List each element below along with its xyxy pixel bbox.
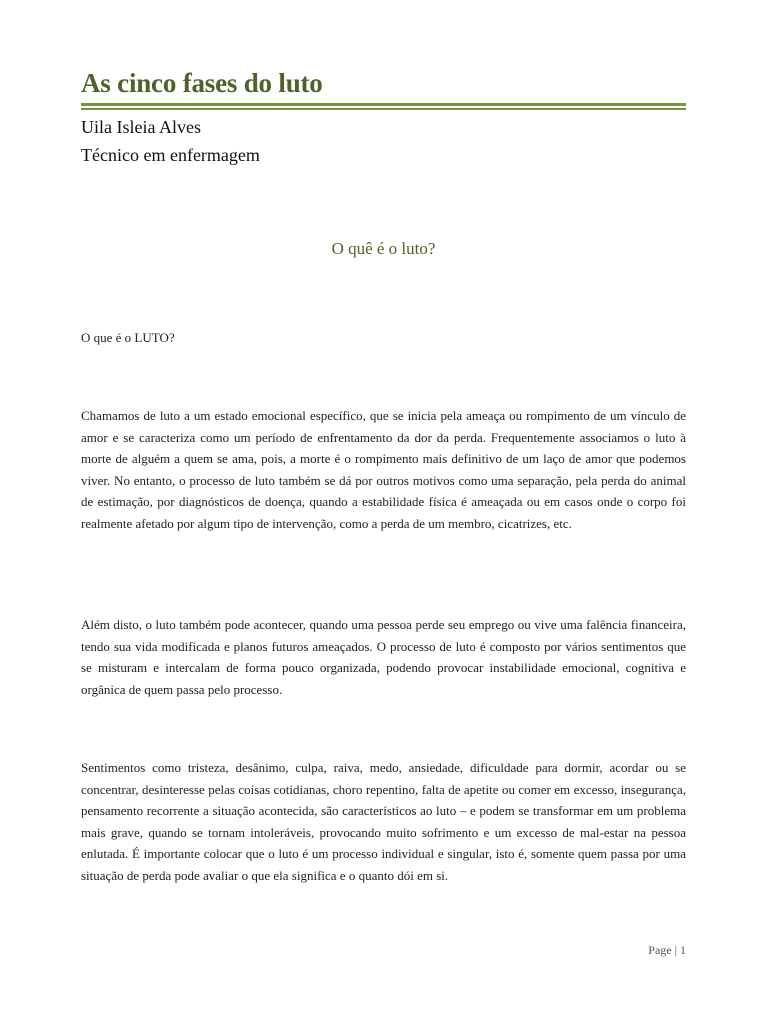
page-label: Page xyxy=(648,943,672,957)
page-separator: | xyxy=(674,943,677,957)
section-heading: O quê é o luto? xyxy=(331,239,436,258)
author-name: Uila Isleia Alves xyxy=(81,117,201,137)
author-role: Técnico em enfermagem xyxy=(81,145,260,165)
title-rule-thin xyxy=(81,108,686,110)
page-footer xyxy=(648,941,686,959)
paragraph: Além disto, o luto também pode acontecer, quando uma pessoa perde seu emprego ou vive uma falência financeira, tendo sua vida modificada e planos futuros ameaçados. O processo de luto é composto por vários sentimentos que se misturam e intercalam de forma pouco organizada, podendo provocar instabilidade emocional, cognitiva e orgânica de quem passa pelo processo. xyxy=(81,617,686,697)
title-rule-thick xyxy=(81,103,686,106)
paragraph: Sentimentos como tristeza, desânimo, culpa, raiva, medo, ansiedade, dificuldade para dormir, acordar ou se concentrar, desinteresse pelas coisas cotidianas, choro repentino, falta de apetite ou comer em excesso, insegurança, pensamento recorrente a situação acontecida, são característicos ao luto – e podem se transformar em um problema mais grave, quando se tornam intoleráveis, provocando muito sofrimento e um excesso de mal-estar na pessoa enlutada. É importante colocar que o luto é um processo individual e singular, isto é, somente quem passa por uma situação de perda pode avaliar o que ela significa e o quanto dói em si. xyxy=(81,760,686,883)
paragraph: Chamamos de luto a um estado emocional específico, que se inicia pela ameaça ou rompimento de um vínculo de amor e se caracteriza como um período de enfrentamento da dor da perda. Frequentemente associamos o luto à morte de alguém a quem se ama, pois, a morte é o rompimento mais definitivo de um laço de amor que podemos viver. No entanto, o processo de luto também se dá por outros motivos como uma separação, pela perda do animal de estimação, por diagnósticos de doença, quando a estabilidade física é ameaçada ou em casos onde o corpo foi realmente afetado por algum tipo de intervenção, como a perda de um membro, cicatrizes, etc. xyxy=(81,408,686,531)
page-number: 1 xyxy=(680,943,686,957)
document-title: As cinco fases do luto xyxy=(81,68,323,98)
question-text: O que é o LUTO? xyxy=(81,330,175,345)
